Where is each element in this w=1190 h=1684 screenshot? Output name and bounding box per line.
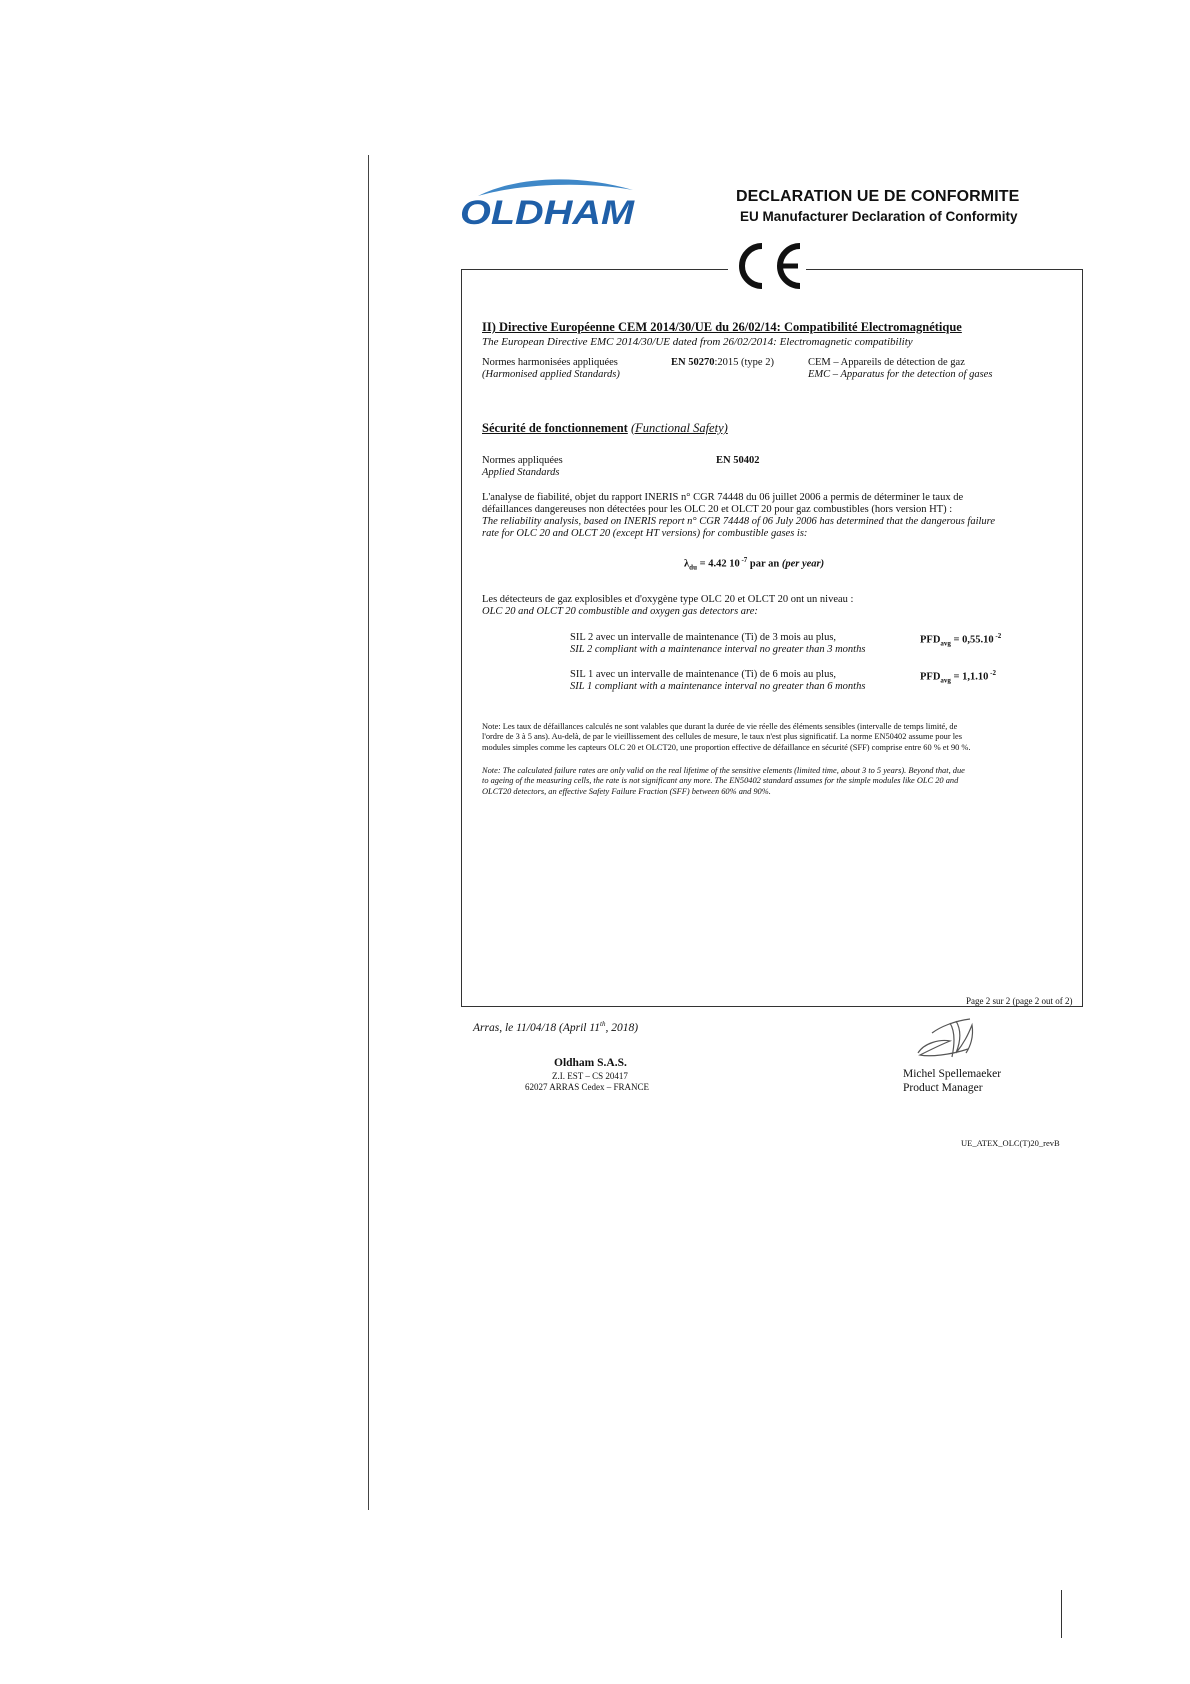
- sil2-en: SIL 2 compliant with a maintenance interval no greater than 3 months: [570, 644, 866, 655]
- note-fr: [482, 722, 1052, 753]
- emc-std-label: Normes harmonisées appliquées: [482, 357, 618, 368]
- reliability-para-fr-2: défaillances dangereuses non détectées pour les OLC 20 et OLCT 20 pour gaz combustibles (hors version HT) :: [482, 504, 953, 515]
- sil2-fr: SIL 2 avec un intervalle de maintenance (Ti) de 3 mois au plus,: [570, 632, 837, 643]
- emc-std-desc-en: EMC – Apparatus for the detection of gases: [808, 369, 993, 380]
- lambda-subscript: du: [689, 563, 697, 572]
- declaration-subtitle: EU Manufacturer Declaration of Conformity: [740, 209, 1018, 224]
- sil2-pfd: [920, 632, 1001, 648]
- lambda-du-value: [684, 556, 824, 572]
- place-date: [473, 1020, 638, 1034]
- date-ordinal: th: [600, 1020, 606, 1028]
- sil1-pfd-sub: avg: [940, 676, 951, 685]
- document-code: UE_ATEX_OLC(T)20_revB: [961, 1138, 1060, 1148]
- sil1-pfd-label: PFD: [920, 671, 941, 683]
- sil1-fr: SIL 1 avec un intervalle de maintenance (Ti) de 6 mois au plus,: [570, 669, 837, 680]
- emc-std-desc: CEM – Appareils de détection de gaz: [808, 357, 965, 368]
- note-fr-line: modules simples comme les capteurs OLC 20 et OLCT20, une proportion effective de défaillance en sécurité (SFF) comprise entre 60 % et 90 %.: [482, 742, 971, 752]
- oldham-logo: [458, 176, 638, 228]
- emc-std-value-code: EN 50270: [671, 357, 715, 368]
- note-fr-line: l'ordre de 3 à 5 ans). Au-delà, de par le vieillissement des cellules de mesure, le taux n'est plus significatif. La norme EN50402 assume pour les: [482, 732, 963, 742]
- company-address-1: Z.I. EST – CS 20417: [552, 1071, 628, 1081]
- safety-std-label: Normes appliquées: [482, 455, 563, 466]
- declaration-title: DECLARATION UE DE CONFORMITE: [736, 188, 1020, 205]
- safety-std-label-en: Applied Standards: [482, 467, 560, 478]
- sil2-pfd-label: PFD: [920, 634, 941, 646]
- lambda-symbol: λ: [684, 558, 690, 570]
- ce-mark-icon: [728, 240, 806, 292]
- signer-name: Michel Spellemaeker: [903, 1068, 1002, 1080]
- safety-heading: [482, 421, 728, 436]
- emc-std-label-en: (Harmonised applied Standards): [482, 369, 620, 380]
- reliability-para-en-1: The reliability analysis, based on INERIS report n° CGR 74448 of 06 July 2006 has determined that the dangerous failure: [482, 516, 996, 527]
- company-address-2: 62027 ARRAS Cedex – FRANCE: [525, 1082, 650, 1092]
- lambda-exponent: -7: [739, 556, 748, 564]
- sil2-pfd-sub: avg: [940, 639, 951, 648]
- sil1-pfd-value: = 1,1.10: [950, 671, 989, 683]
- safety-heading-fr: Sécurité de fonctionnement: [482, 421, 628, 435]
- note-en-line: OLCT20 detectors, an effective Safety Failure Fraction (SFF) between 60% and 90%.: [482, 786, 771, 796]
- emc-heading-en: The European Directive EMC 2014/30/UE dated from 26/02/2014: Electromagnetic compatibility: [482, 336, 913, 348]
- company-name: Oldham S.A.S.: [554, 1057, 627, 1069]
- sil2-pfd-exp: -2: [993, 632, 1002, 640]
- note-fr-line: Note: Les taux de défaillances calculés ne sont valables que durant la durée de vie réelle des éléments sensibles (intervalle de temps limité, de: [482, 722, 958, 731]
- safety-std-value: EN 50402: [716, 455, 760, 466]
- note-en-line: Note: The calculated failure rates are only valid on the real lifetime of the sensitive elements (limited time, about 3 to 5 years). Beyond that, due: [482, 766, 965, 775]
- left-margin-rule: [368, 155, 369, 1510]
- signer-title: Product Manager: [903, 1082, 983, 1094]
- reliability-para-en-2: rate for OLC 20 and OLCT 20 (except HT versions) for combustible gases is:: [482, 528, 808, 539]
- right-margin-rule: [1061, 1590, 1062, 1638]
- sil1-en: SIL 1 compliant with a maintenance interval no greater than 6 months: [570, 681, 866, 692]
- emc-heading: II) Directive Européenne CEM 2014/30/UE du 26/02/14: Compatibilité Electromagnétique: [482, 320, 962, 334]
- ce-mark-text: CE: [767, 270, 769, 271]
- sil2-pfd-value: = 0,55.10: [950, 634, 994, 646]
- detectors-level-fr: Les détecteurs de gaz explosibles et d'oxygène type OLC 20 et OLCT 20 ont un niveau :: [482, 594, 854, 605]
- logo-wordmark: OLDHAM: [460, 194, 635, 228]
- detectors-level-en: OLC 20 and OLCT 20 combustible and oxygen gas detectors are:: [482, 606, 758, 617]
- date-suffix: , 2018): [605, 1021, 639, 1034]
- lambda-number: = 4.42 10: [696, 558, 740, 570]
- sil1-pfd-exp: -2: [988, 669, 996, 677]
- signature-icon: [910, 1013, 990, 1063]
- reliability-para-fr-1: L'analyse de fiabilité, objet du rapport INERIS n° CGR 74448 du 06 juillet 2006 a permis de déterminer le taux de: [482, 492, 964, 503]
- safety-heading-en: (Functional Safety): [630, 421, 728, 435]
- emc-std-value-year: :2015 (type 2): [714, 357, 774, 368]
- lambda-unit-en: (per year): [781, 558, 825, 570]
- emc-std-value: [671, 357, 774, 368]
- note-en-line: to ageing of the measuring cells, the rate is not significant any more. The EN50402 standard assumes for the simple modules like OLC 20 and: [482, 776, 959, 786]
- lambda-unit: par an: [747, 558, 782, 570]
- note-en: [482, 766, 1052, 797]
- sil1-pfd: [920, 669, 996, 685]
- page-number: Page 2 sur 2 (page 2 out of 2): [966, 996, 1073, 1006]
- date-prefix: Arras, le 11/04/18 (April 11: [473, 1021, 601, 1034]
